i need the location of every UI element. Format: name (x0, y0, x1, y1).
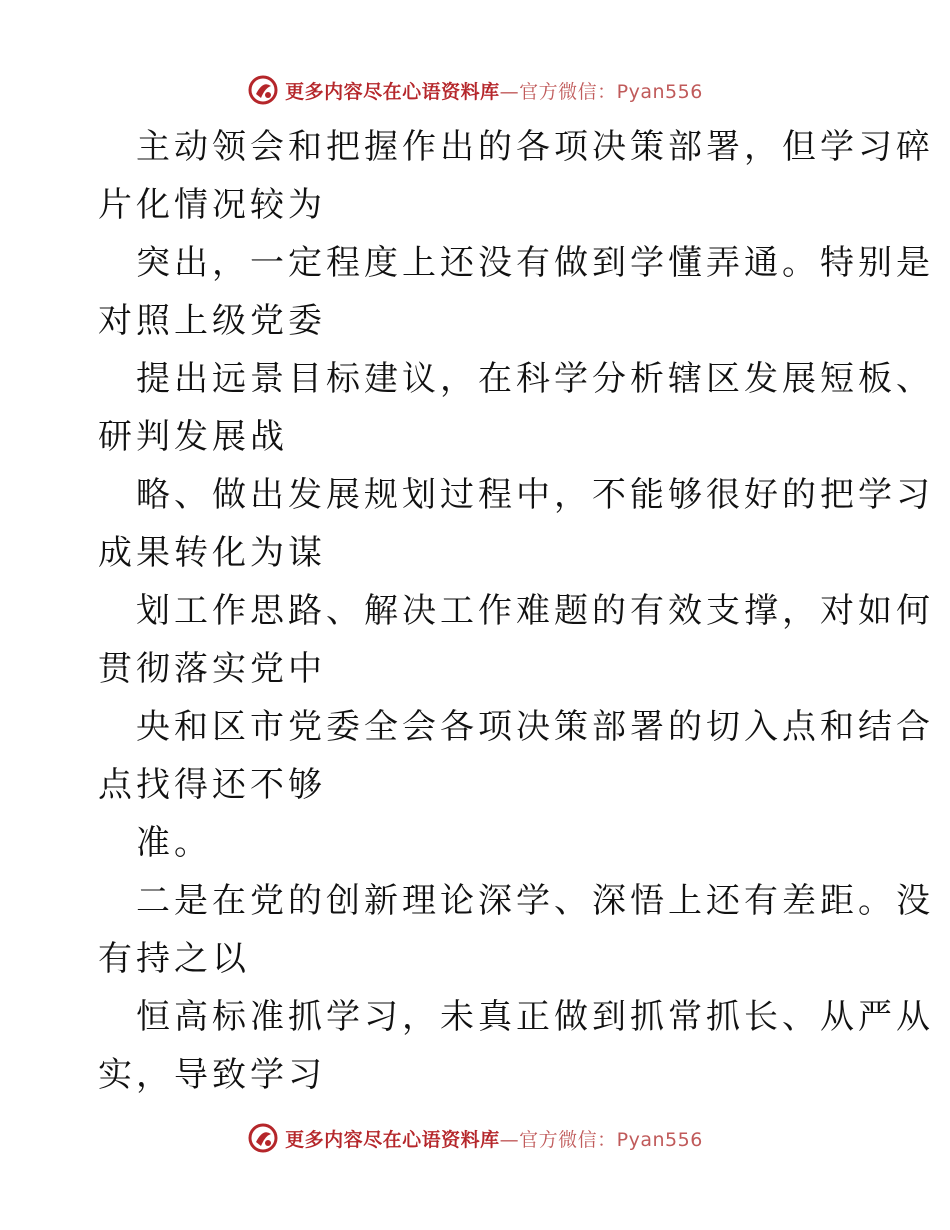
text-line: 恒高标准抓学习，未真正做到抓常抓长、从严从 (136, 997, 934, 1037)
watermark-dash: — (499, 1128, 520, 1151)
text-line: 略、做出发展规划过程中，不能够很好的把学习 (136, 475, 934, 515)
header-watermark (0, 70, 950, 110)
text-line: 二是在党的创新理论深学、深悟上还有差距。没 (136, 881, 934, 921)
text-line: 准。 (136, 823, 212, 863)
text-line: 点找得还不够 (98, 765, 326, 805)
watermark-contact: 官方微信：Pyan556 (519, 1128, 703, 1151)
watermark-text (285, 1125, 703, 1152)
text-line: 成果转化为谋 (98, 533, 326, 573)
watermark-brand: 更多内容尽在心语资料库 (285, 1128, 500, 1151)
text-line: 划工作思路、解决工作难题的有效支撑，对如何 (136, 591, 934, 631)
text-line: 提出远景目标建议，在科学分析辖区发展短板、 (136, 359, 934, 399)
text-line: 贯彻落实党中 (98, 649, 326, 689)
text-line: 研判发展战 (98, 417, 288, 457)
watermark-dash: — (499, 80, 520, 103)
watermark-brand: 更多内容尽在心语资料库 (285, 80, 500, 103)
document-body (98, 118, 934, 1104)
text-line: 片化情况较为 (98, 185, 326, 225)
text-line: 主动领会和把握作出的各项决策部署，但学习碎 (136, 127, 934, 167)
brand-logo-icon (247, 1122, 279, 1154)
text-line: 实，导致学习 (98, 1055, 326, 1095)
text-line: 有持之以 (98, 939, 250, 979)
footer-watermark (0, 1118, 950, 1158)
watermark-contact: 官方微信：Pyan556 (519, 80, 703, 103)
brand-logo-icon (247, 74, 279, 106)
watermark-text (285, 77, 703, 104)
text-line: 央和区市党委全会各项决策部署的切入点和结合 (136, 707, 934, 747)
text-line: 对照上级党委 (98, 301, 326, 341)
text-line: 突出，一定程度上还没有做到学懂弄通。特别是 (136, 243, 934, 283)
